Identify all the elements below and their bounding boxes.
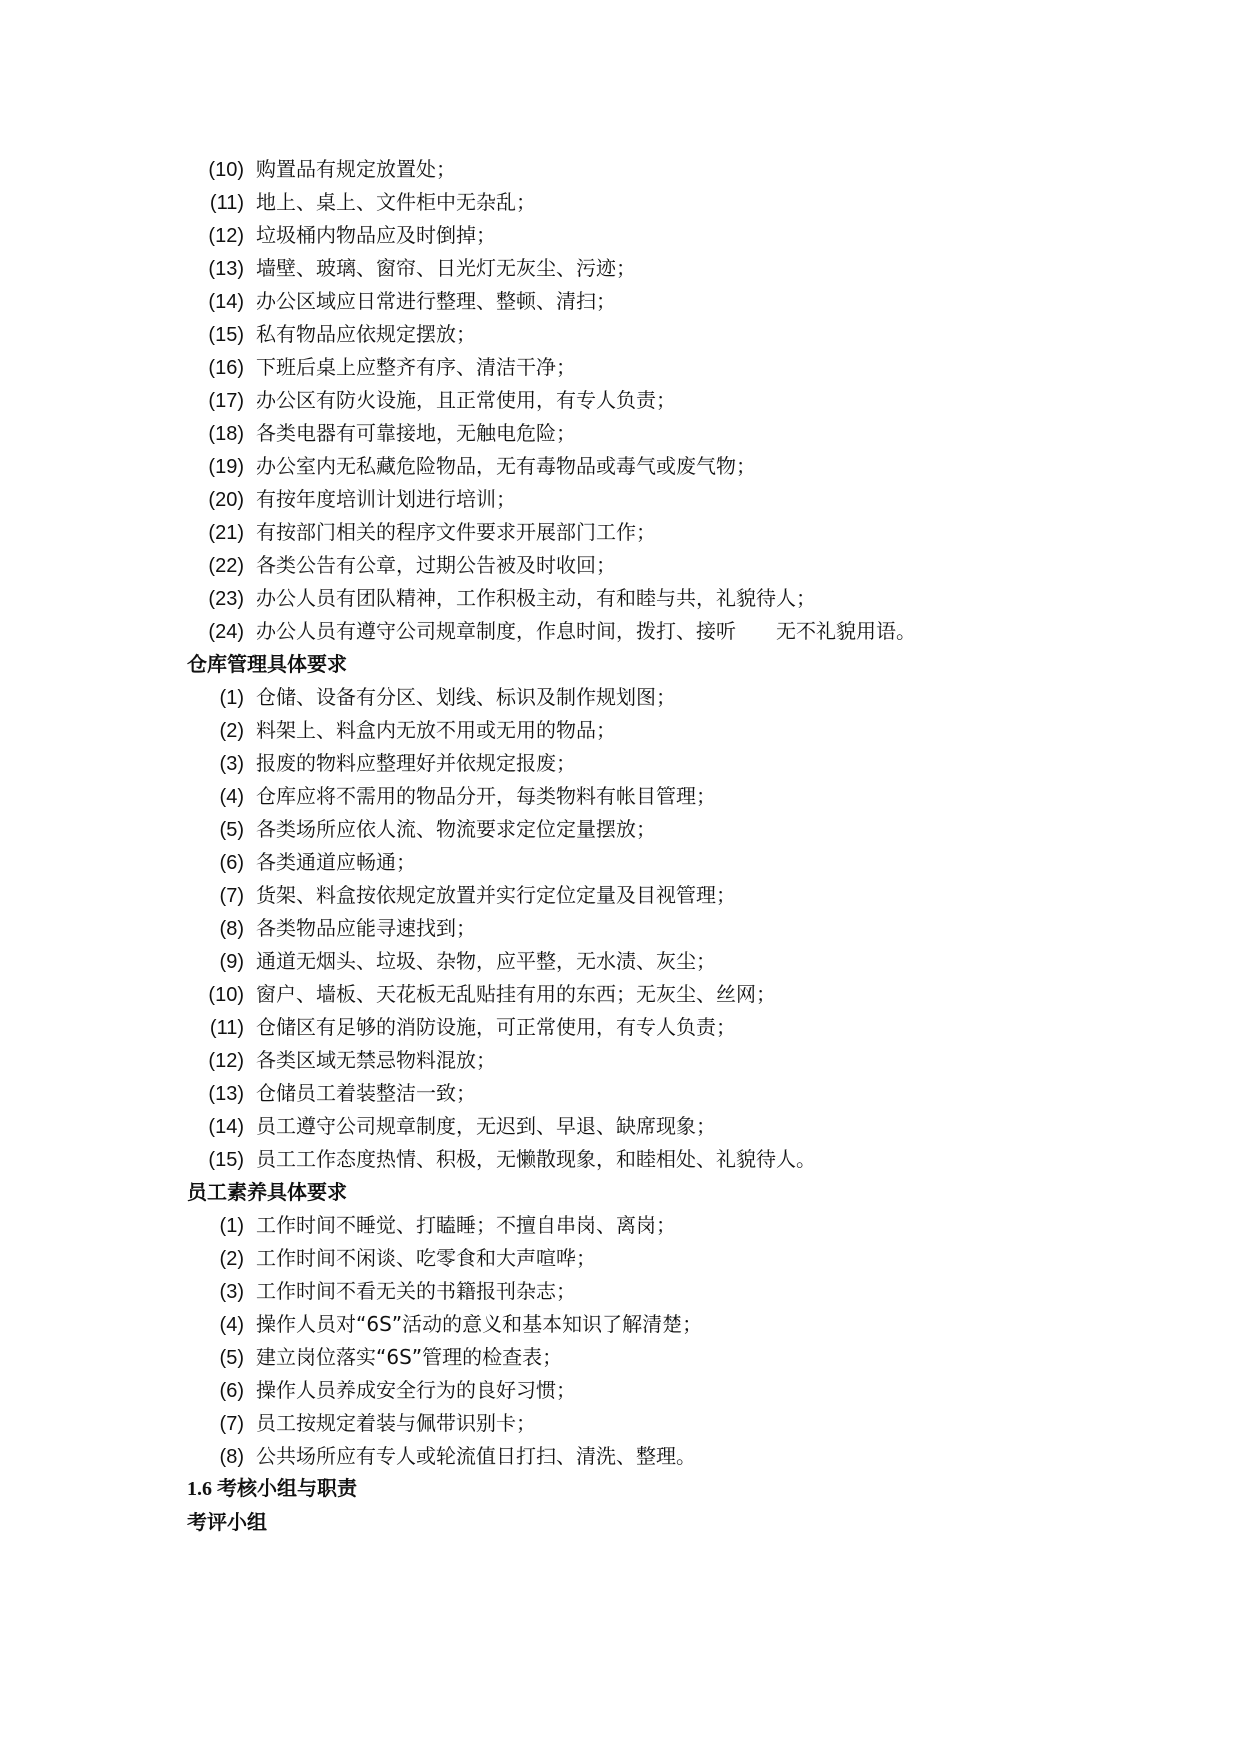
list-item-text: 办公人员有遵守公司规章制度，作息时间，拨打、接听 无不礼貌用语。 [256,619,916,643]
list-item-number: (18) [208,423,244,445]
list-item-number: (9) [219,951,244,973]
list-item-text: 仓储员工着装整洁一致； [256,1081,476,1105]
list-item-text: 工作时间不看无关的书籍报刊杂志； [256,1279,576,1303]
list-item [190,1275,576,1308]
list-item-number: (14) [208,291,244,313]
list-item [190,1440,696,1473]
list-item-text: 地上、桌上、文件柜中无杂乱； [256,190,536,214]
list-item-number: (14) [208,1116,244,1138]
list-item [190,615,916,648]
list-item-text: 公共场所应有专人或轮流值日打扫、清洗、整理。 [256,1444,696,1468]
list-item [190,1110,716,1143]
list-item [190,186,536,219]
section-heading-1-6: 1.6 考核小组与职责 [187,1478,357,1500]
list-item-number: (23) [208,588,244,610]
list-item-number: (13) [208,1083,244,1105]
list-item-number: (5) [219,1347,244,1369]
list-item-number: (1) [219,687,244,709]
list-item [190,1143,816,1176]
list-item-number: (19) [208,456,244,478]
list-item-text: 墙壁、玻璃、窗帘、日光灯无灰尘、污迹； [256,256,636,280]
list-item [190,1374,576,1407]
list-item-text: 办公人员有团队精神，工作积极主动，有和睦与共，礼貌待人； [256,586,816,610]
list-item [190,846,416,879]
list-item-text: 办公区有防火设施，且正常使用，有专人负责； [256,388,676,412]
list-item-text: 私有物品应依规定摆放； [256,322,476,346]
list-item-text: 各类物品应能寻速找到； [256,916,476,940]
list-item [190,912,476,945]
list-item [190,483,516,516]
list-item [190,318,476,351]
list-item-number: (8) [219,918,244,940]
list-item-number: (2) [219,720,244,742]
list-item-number: (12) [208,1050,244,1072]
list-item-number: (7) [219,1413,244,1435]
list-item-text: 员工工作态度热情、积极，无懒散现象，和睦相处、礼貌待人。 [256,1147,816,1171]
list-item-number: (3) [219,1281,244,1303]
list-item [190,252,636,285]
list-item [190,384,676,417]
list-item-number: (6) [219,852,244,874]
list-item-text: 通道无烟头、垃圾、杂物，应平整，无水渍、灰尘； [256,949,716,973]
list-item [190,1011,736,1044]
list-item-text: 垃圾桶内物品应及时倒掉； [256,223,496,247]
list-item [190,1209,676,1242]
list-item-number: (16) [208,357,244,379]
list-item-number: (15) [208,324,244,346]
list-item [190,945,716,978]
list-item-number: (10) [208,984,244,1006]
warehouse-heading: 仓库管理具体要求 [187,652,347,676]
list-item [190,516,656,549]
list-item [190,1341,562,1374]
list-item-text: 员工按规定着装与佩带识别卡； [256,1411,536,1435]
list-item-text: 各类通道应畅通； [256,850,416,874]
list-item-text: 有按部门相关的程序文件要求开展部门工作； [256,520,656,544]
list-item-text: 各类区域无禁忌物料混放； [256,1048,496,1072]
list-item-number: (3) [219,753,244,775]
list-item-number: (15) [208,1149,244,1171]
list-item [190,1308,702,1341]
list-item-text: 下班后桌上应整齐有序、清洁干净； [256,355,576,379]
list-item-text: 购置品有规定放置处； [256,157,456,181]
list-item [190,879,736,912]
list-item-text: 办公区域应日常进行整理、整顿、清扫； [256,289,616,313]
list-item-number: (8) [219,1446,244,1468]
list-item-number: (22) [208,555,244,577]
list-item [190,1242,596,1275]
list-item-text: 工作时间不睡觉、打瞌睡；不擅自串岗、离岗； [256,1213,676,1237]
list-item [190,153,456,186]
list-item-text: 工作时间不闲谈、吃零食和大声喧哗； [256,1246,596,1270]
list-item [190,1077,476,1110]
list-item-number: (7) [219,885,244,907]
list-item-text: 仓库应将不需用的物品分开，每类物料有帐目管理； [256,784,716,808]
list-item-number: (2) [219,1248,244,1270]
list-item [190,219,496,252]
list-item [190,747,576,780]
list-item-number: (21) [208,522,244,544]
list-item-text: 员工遵守公司规章制度，无迟到、早退、缺席现象； [256,1114,716,1138]
list-item [190,813,656,846]
list-item-number: (11) [209,192,244,214]
list-item-text: 报废的物料应整理好并依规定报废； [256,751,576,775]
list-item-text: 货架、料盒按依规定放置并实行定位定量及目视管理； [256,883,736,907]
staff-heading: 员工素养具体要求 [187,1180,347,1204]
evaluation-group-heading: 考评小组 [187,1510,267,1534]
list-item [190,549,616,582]
list-item-number: (4) [219,786,244,808]
list-item [190,714,616,747]
list-item [190,780,716,813]
list-item-text: 各类公告有公章，过期公告被及时收回； [256,553,616,577]
list-item-text: 窗户、墙板、天花板无乱贴挂有用的东西；无灰尘、丝网； [256,982,776,1006]
list-item-number: (17) [208,390,244,412]
list-item-text: 料架上、料盒内无放不用或无用的物品； [256,718,616,742]
list-item [190,681,676,714]
list-item [190,285,616,318]
list-item [190,1044,496,1077]
list-item-number: (12) [208,225,244,247]
list-item [190,1407,536,1440]
list-item-number: (4) [219,1314,244,1336]
list-item [190,582,816,615]
list-item-text: 仓储区有足够的消防设施，可正常使用，有专人负责； [256,1015,736,1039]
list-item-number: (1) [219,1215,244,1237]
list-item [190,450,756,483]
list-item-text: 操作人员养成安全行为的良好习惯； [256,1378,576,1402]
list-item-text: 操作人员对“6S”活动的意义和基本知识了解清楚； [256,1312,703,1336]
list-item-text: 各类场所应依人流、物流要求定位定量摆放； [256,817,656,841]
list-item [190,417,576,450]
list-item-text: 建立岗位落实“6S”管理的检查表； [256,1345,563,1369]
list-item-text: 办公室内无私藏危险物品，无有毒物品或毒气或废气物； [256,454,756,478]
list-item-number: (6) [219,1380,244,1402]
list-item-number: (20) [208,489,244,511]
list-item-number: (24) [208,621,244,643]
list-item-text: 各类电器有可靠接地，无触电危险； [256,421,576,445]
list-item [190,978,776,1011]
list-item-number: (13) [208,258,244,280]
list-item-text: 有按年度培训计划进行培训； [256,487,516,511]
list-item-text: 仓储、设备有分区、划线、标识及制作规划图； [256,685,676,709]
list-item-number: (5) [219,819,244,841]
list-item-number: (11) [209,1017,244,1039]
list-item-number: (10) [208,159,244,181]
list-item [190,351,576,384]
